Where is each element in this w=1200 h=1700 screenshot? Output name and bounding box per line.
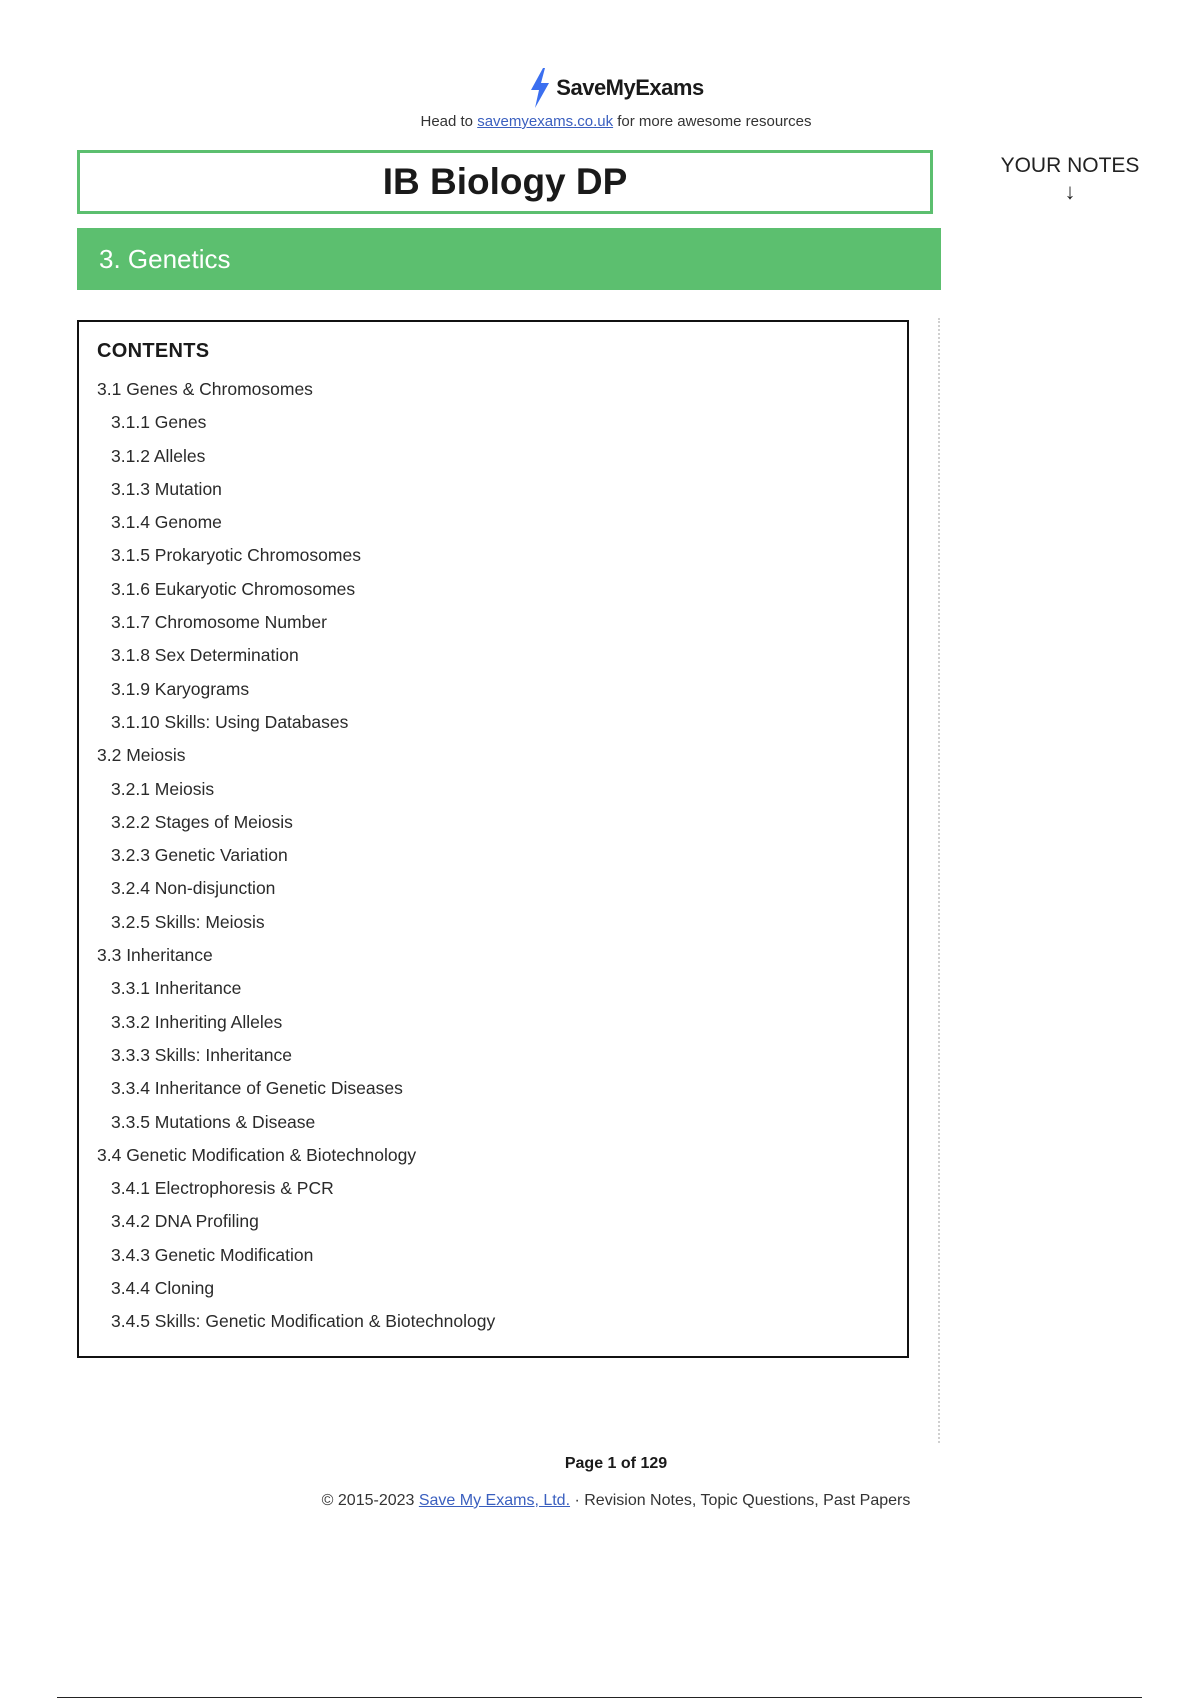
toc-item[interactable]: 3.3.3 Skills: Inheritance	[111, 1044, 292, 1065]
your-notes-label	[990, 153, 1150, 205]
toc-item[interactable]: 3.2.1 Meiosis	[111, 778, 215, 799]
toc-item[interactable]: 3.4 Genetic Modification & Biotechnology	[97, 1144, 417, 1165]
document-title: IB Biology DP	[77, 150, 933, 214]
toc-item[interactable]: 3.1.4 Genome	[111, 512, 222, 533]
notes-divider	[938, 318, 940, 1443]
contents-heading: CONTENTS	[97, 340, 210, 362]
header-tagline	[0, 113, 1200, 130]
footer	[0, 1492, 1200, 1510]
toc-item[interactable]: 3.3.2 Inheriting Alleles	[111, 1011, 283, 1032]
toc-item[interactable]: 3.2 Meiosis	[97, 745, 186, 766]
bottom-rule	[57, 1697, 1142, 1698]
lightning-bolt-icon	[528, 68, 552, 108]
toc-item[interactable]: 3.3.1 Inheritance	[111, 978, 242, 999]
page-number: Page 1 of 129	[564, 1455, 668, 1472]
tagline-prefix: Head to	[420, 113, 478, 130]
toc-item[interactable]: 3.1.9 Karyograms	[111, 678, 250, 699]
footer-tagline: · Revision Notes, Topic Questions, Past Papers	[570, 1492, 911, 1509]
toc-item[interactable]: 3.2.3 Genetic Variation	[111, 845, 288, 866]
toc-item[interactable]: 3.3 Inheritance	[97, 945, 213, 966]
toc-item[interactable]: 3.1.8 Sex Determination	[111, 645, 299, 666]
footer-copyright: © 2015-2023	[321, 1492, 419, 1509]
toc-item[interactable]: 3.4.1 Electrophoresis & PCR	[111, 1178, 334, 1199]
toc-item[interactable]: 3.1.7 Chromosome Number	[111, 612, 327, 633]
toc-item[interactable]: 3.1.5 Prokaryotic Chromosomes	[111, 545, 361, 566]
your-notes-text: YOUR NOTES	[1000, 154, 1140, 177]
toc-item[interactable]: 3.2.4 Non-disjunction	[111, 878, 276, 899]
tagline-suffix: for more awesome resources	[613, 113, 812, 130]
toc-item[interactable]: 3.1.2 Alleles	[111, 445, 206, 466]
site-link[interactable]: savemyexams.co.uk	[477, 113, 614, 130]
toc-item[interactable]: 3.4.5 Skills: Genetic Modification & Biotechnology	[111, 1311, 496, 1332]
toc-item[interactable]: 3.1.1 Genes	[111, 412, 207, 433]
toc-item[interactable]: 3.1.6 Eukaryotic Chromosomes	[111, 578, 356, 599]
toc-item[interactable]: 3.4.4 Cloning	[111, 1278, 215, 1299]
site-logo[interactable]	[0, 68, 1200, 108]
toc-item[interactable]: 3.1.10 Skills: Using Databases	[111, 711, 349, 732]
toc-item[interactable]: 3.2.2 Stages of Meiosis	[111, 811, 293, 832]
arrow-down-icon: ↓	[1064, 179, 1076, 204]
section-banner: 3. Genetics	[77, 228, 941, 290]
toc-item[interactable]: 3.3.5 Mutations & Disease	[111, 1111, 316, 1132]
contents-panel	[77, 320, 909, 1358]
toc-item[interactable]: 3.4.3 Genetic Modification	[111, 1244, 314, 1265]
toc-list	[97, 373, 889, 1339]
toc-item[interactable]: 3.2.5 Skills: Meiosis	[111, 911, 265, 932]
footer-link[interactable]: Save My Exams, Ltd.	[418, 1492, 571, 1509]
toc-item[interactable]: 3.1 Genes & Chromosomes	[97, 379, 313, 399]
toc-item[interactable]: 3.1.3 Mutation	[111, 478, 222, 499]
brand-name: SaveMyExams	[556, 75, 704, 100]
toc-item[interactable]: 3.3.4 Inheritance of Genetic Diseases	[111, 1078, 403, 1099]
toc-item[interactable]: 3.4.2 DNA Profiling	[111, 1211, 259, 1232]
